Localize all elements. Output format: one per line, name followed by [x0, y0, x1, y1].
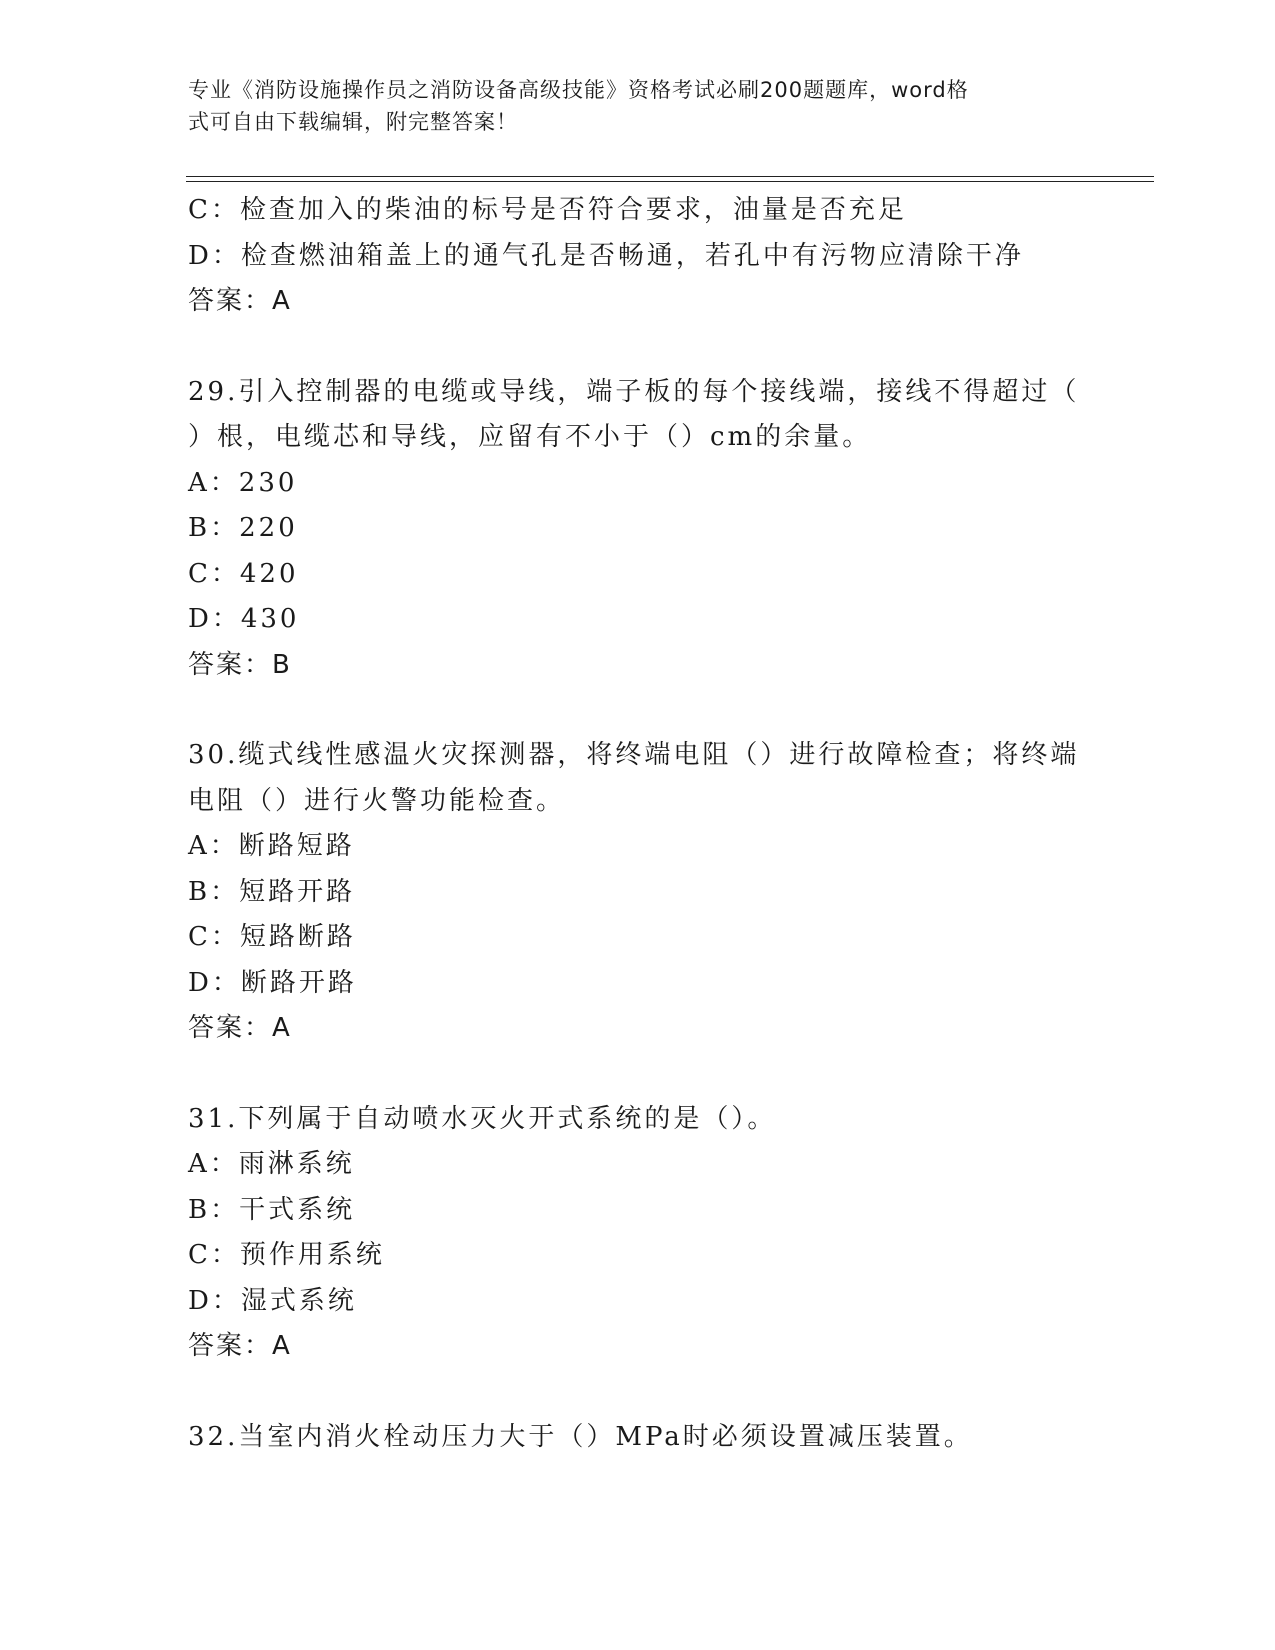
question-stem-line: 电阻（）进行火警功能检查。 — [188, 785, 566, 816]
option-a: A：230 — [188, 467, 298, 498]
option-b: B：短路开路 — [188, 876, 356, 907]
option-b: B：干式系统 — [188, 1194, 356, 1225]
option-b: B：220 — [188, 513, 298, 543]
question-stem-line: 29.引入控制器的电缆或导线，端子板的每个接线端，接线不得超过（ — [188, 376, 1080, 407]
question-list — [188, 188, 1088, 1460]
question-stem-line: 30.缆式线性感温火灾探测器，将终端电阻（）进行故障检查；将终端 — [188, 740, 1080, 770]
option-a: A：断路短路 — [188, 831, 355, 861]
question-stem-line: 32.当室内消火栓动压力大于（）MPa时必须设置减压装置。 — [188, 1421, 973, 1452]
question-32 — [188, 1415, 1088, 1461]
header-line-1: 专业《消防设施操作员之消防设备高级技能》资格考试必刷200题题库，word格 — [188, 78, 969, 102]
option-d: D：湿式系统 — [188, 1285, 357, 1316]
question-29 — [188, 370, 1088, 689]
option-d: D：断路开路 — [188, 967, 357, 998]
option-d: D：430 — [188, 604, 300, 634]
answer-line: 答案：A — [188, 1013, 292, 1043]
question-30 — [188, 733, 1088, 1052]
header-line-2: 式可自由下载编辑，附完整答案！ — [188, 110, 518, 134]
document-header — [188, 74, 1068, 138]
question-stem-line: 31.下列属于自动喷水灭火开式系统的是（）。 — [188, 1103, 777, 1134]
option-c: C：预作用系统 — [188, 1240, 385, 1270]
header-divider-bottom — [186, 181, 1154, 182]
header-divider-top — [186, 176, 1154, 177]
question-stem-line: ）根，电缆芯和导线，应留有不小于（）cm的余量。 — [188, 422, 872, 452]
answer-line: 答案：A — [188, 1331, 292, 1361]
answer-line: 答案：B — [188, 649, 292, 680]
option-c: C：短路断路 — [188, 922, 356, 952]
option-c: C：420 — [188, 558, 299, 589]
option-c: C：检查加入的柴油的标号是否符合要求，油量是否充足 — [188, 195, 907, 225]
question-31 — [188, 1097, 1088, 1370]
question-28-continued — [188, 188, 1088, 325]
option-d: D：检查燃油箱盖上的通气孔是否畅通，若孔中有污物应清除干净 — [188, 240, 1024, 271]
option-a: A：雨淋系统 — [188, 1149, 355, 1179]
answer-line: 答案：A — [188, 286, 292, 316]
